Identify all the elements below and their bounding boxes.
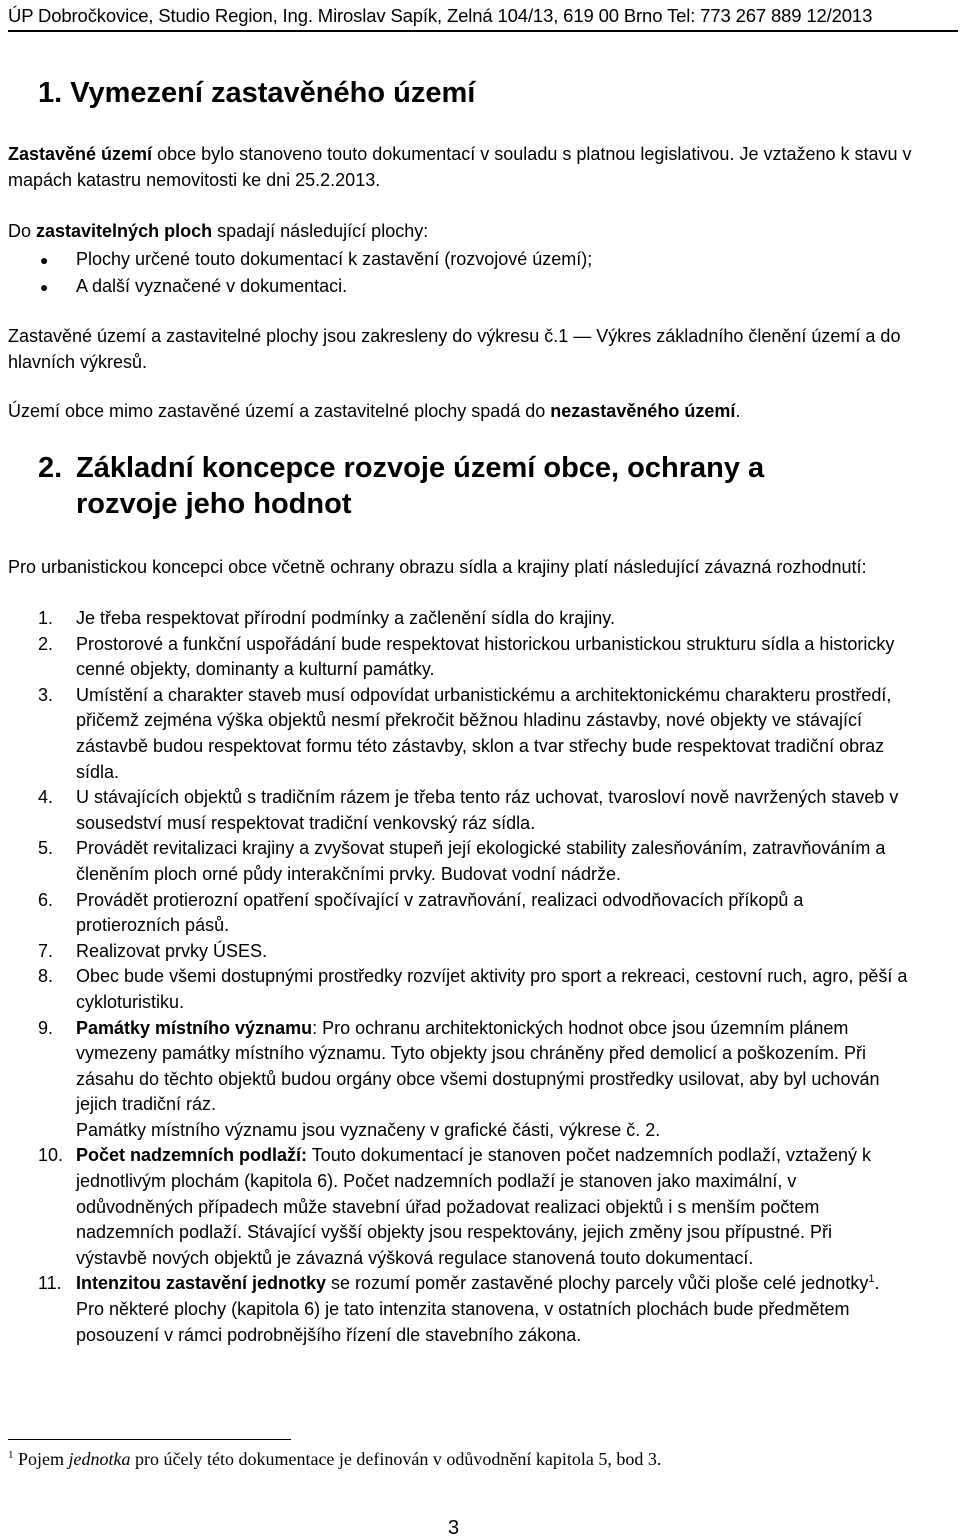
- paragraph-text: Území obce mimo zastavěné území a zastavitelné plochy spadá do: [8, 401, 551, 421]
- list-number: 4.: [38, 787, 54, 808]
- footnote-text: pro účely této dokumentace je definován v odůvodnění kapitola 5, bod 3.: [130, 1449, 662, 1469]
- section-1-paragraph-2: [8, 219, 948, 245]
- section-number: 2.: [38, 452, 63, 484]
- list-text: se rozumí poměr zastavěné plochy parcely vůči ploše celé jednotky: [326, 1273, 869, 1294]
- list-item: [8, 683, 908, 785]
- term-zastavene-uzemi: Zastavěné území: [8, 144, 153, 164]
- list-text: Provádět revitalizaci krajiny a zvyšovat stupeň její ekologické stability zalesňováním, zatravňováním a členěním ploch orné půdy interakčními prvky. Budovat vodní nádrže.: [76, 838, 886, 884]
- list-text: Je třeba respektovat přírodní podmínky a začlenění sídla do krajiny.: [76, 608, 615, 628]
- paragraph-text: .: [735, 401, 741, 421]
- list-item: [8, 1016, 908, 1144]
- list-item: [8, 1143, 908, 1271]
- footnote: [8, 1447, 661, 1471]
- section-1-paragraph-1: [8, 142, 948, 193]
- footnote-term: jednotka: [68, 1449, 131, 1469]
- bullet-text: Plochy určené touto dokumentací k zastavění (rozvojové území);: [76, 249, 593, 269]
- list-text: U stávajících objektů s tradičním rázem je třeba tento ráz uchovat, tvarosloví nově navržených staveb v sousedství musí respektovat tradiční venkovský ráz sídla.: [76, 787, 899, 833]
- list-item: [8, 964, 908, 1015]
- list-text: Prostorové a funkční uspořádání bude respektovat historickou urbanistickou strukturu sídla a historicky cenné objekty, dominanty a kulturní památky.: [76, 633, 895, 680]
- list-text: . Pro některé plochy (kapitola 6) je tato intenzita stanovena, v ostatních plochách bude předmětem posouzení v rámci podrobnějšího řízení dle stavebního zákona.: [76, 1273, 880, 1345]
- footnote-reference[interactable]: 1: [868, 1273, 875, 1286]
- footnote-mark: 1: [8, 1449, 14, 1461]
- list-item: [8, 632, 908, 683]
- footnote-text: Pojem: [13, 1449, 69, 1469]
- list-term: Památky místního významu: [76, 1017, 313, 1038]
- rules-list: [8, 606, 908, 1348]
- list-text: Umístění a charakter staveb musí odpovídat urbanistickému a architektonickému charakteru prostředí, přičemž zejména výška objektů nesmí překročit běžnou hladinu zástavby, nové objekty ve stávající zástavbě budou respektovat formu této zástavby, sklon a tvar střechy bude respektovat tradiční obraz sídla.: [76, 684, 892, 782]
- list-number: 10.: [38, 1145, 64, 1166]
- list-number: 7.: [38, 940, 54, 961]
- page-number: 3: [448, 1517, 460, 1539]
- list-item: [8, 785, 908, 836]
- bullet-item: [40, 247, 592, 274]
- bullet-item: [40, 274, 347, 301]
- list-term: Intenzitou zastavění jednotky: [76, 1273, 327, 1294]
- list-term: Počet nadzemních podlaží:: [76, 1145, 308, 1166]
- list-number: 11.: [38, 1273, 62, 1294]
- page-header: ÚP Dobročkovice, Studio Region, Ing. Miroslav Sapík, Zelná 104/13, 619 00 Brno Tel: 773 267 889 12/2013: [8, 5, 873, 26]
- list-text: Realizovat prvky ÚSES.: [76, 940, 268, 961]
- list-text: Provádět protierozní opatření spočívající v zatravňování, realizaci odvodňovacích příkopů a protierozních pásů.: [76, 889, 804, 936]
- bullet-icon: ●: [40, 279, 49, 295]
- term-nezastavene-uzemi: nezastavěného území: [550, 401, 736, 421]
- section-title-line-1: Základní koncepce rozvoje území obce, ochrany a: [76, 452, 765, 484]
- bullet-icon: ●: [40, 252, 49, 268]
- list-item: [8, 606, 908, 632]
- bullet-text: A další vyznačené v dokumentaci.: [76, 276, 348, 296]
- section-2-title: [38, 450, 938, 522]
- paragraph-text: Do: [8, 221, 37, 241]
- list-number: 1.: [38, 608, 54, 628]
- section-1-title: 1. Vymezení zastavěného území: [38, 77, 476, 109]
- list-item: [8, 836, 908, 887]
- section-1-paragraph-4: [8, 399, 948, 425]
- list-number: 5.: [38, 838, 54, 859]
- list-number: 9.: [38, 1017, 54, 1038]
- section-1-paragraph-3: Zastavěné území a zastavitelné plochy jsou zakresleny do výkresu č.1 — Výkres základního členění území a do hlavních výkresů.: [8, 326, 901, 372]
- list-item: [8, 939, 908, 965]
- list-number: 3.: [38, 684, 54, 705]
- header-rule: [8, 30, 958, 32]
- list-text: Touto dokumentací je stanoven počet nadzemních podlaží, vztažený k jednotlivým plochám (kapitola 6). Počet nadzemních podlaží je stanoven jako maximální, v odůvodněných případech může stavební úřad požadovat realizaci objektů i s menším počtem nadzemních podlaží. Stávající vyšší objekty jsou respektovány, jejich změny jsou přípustné. Při výstavbě nových objektů je závazná výšková regulace stanovená touto dokumentací.: [76, 1145, 872, 1268]
- section-title-line-2: rozvoje jeho hodnot: [76, 488, 352, 520]
- list-number: 2.: [38, 633, 54, 654]
- term-zastavitelne-plochy: zastavitelných ploch: [36, 221, 213, 241]
- list-number: 8.: [38, 966, 54, 987]
- list-note: Památky místního významu jsou vyznačeny v grafické části, výkrese č. 2.: [76, 1119, 661, 1140]
- section-2-intro: Pro urbanistickou koncepci obce včetně ochrany obrazu sídla a krajiny platí následující závazná rozhodnutí:: [8, 557, 867, 577]
- list-item: [8, 1271, 908, 1348]
- paragraph-text: obce bylo stanoveno touto dokumentací v souladu s platnou legislativou. Je vztaženo k stavu v mapách katastru nemovitosti ke dni 25.2.2013.: [8, 144, 912, 190]
- footnote-rule: [8, 1439, 291, 1440]
- list-item: [8, 888, 908, 939]
- list-text: Obec bude všemi dostupnými prostředky rozvíjet aktivity pro sport a rekreaci, cestovní ruch, agro, pěší a cykloturistiku.: [76, 966, 908, 1012]
- list-number: 6.: [38, 889, 54, 910]
- list-text: : Pro ochranu architektonických hodnot obce jsou územním plánem vymezeny památky místního významu. Tyto objekty jsou chráněny před demolicí a poškozením. Při zásahu do těchto objektů budou orgány obce všemi dostupnými prostředky usilovat, aby byl uchován jejich tradiční ráz.: [76, 1017, 880, 1115]
- paragraph-text: spadají následující plochy:: [212, 221, 429, 241]
